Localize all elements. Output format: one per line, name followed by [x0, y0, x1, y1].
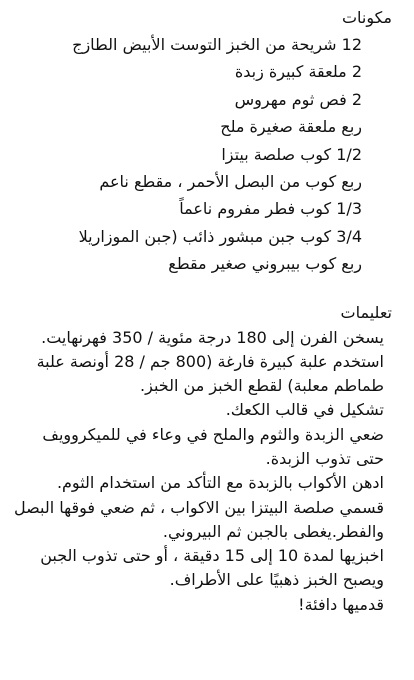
- instructions-title: تعليمات: [340, 302, 392, 322]
- instruction-step: اخبزيها لمدة 10 إلى 15 دقيقة ، أو حتى تذوب الجبن ويصبح الخبز ذهبيًا على الأطراف.: [40, 546, 384, 590]
- instruction-step: قسمي صلصة البيتزا بين الاكواب ، ثم ضعي فوقها البصل والفطر.يغطى بالجبن ثم البيروني.: [14, 497, 384, 541]
- ingredient-item: 3/4 كوب جبن مبشور ذائب (جبن الموزاريلا: [78, 226, 362, 246]
- ingredient-item: ربع ملعقة صغيرة ملح: [220, 117, 362, 137]
- instruction-step: تشكيل في قالب الكعك.: [225, 400, 384, 420]
- section-spacer: [12, 278, 392, 299]
- ingredient-item: 1/2 كوب صلصة بيتزا: [221, 144, 362, 164]
- instruction-step: ادهن الأكواب بالزبدة مع التأكد من استخدام الثوم.: [56, 473, 384, 493]
- ingredients-list: [12, 31, 392, 278]
- ingredient-item: 12 شريحة من الخبز التوست الأبيض الطازج: [72, 35, 362, 54]
- ingredient-item: 1/3 كوب فطر مفروم ناعماً: [179, 199, 362, 219]
- ingredients-title: مكونات: [341, 8, 392, 27]
- instruction-step: ضعي الزبدة والثوم والملح في وعاء في للميكروويف حتى تذوب الزبدة.: [42, 424, 384, 468]
- ingredient-item: ربع كوب من البصل الأحمر ، مقطع ناعم: [99, 171, 362, 191]
- instruction-step: قدميها دافئة!: [298, 594, 384, 614]
- ingredient-item: ربع كوب بيبروني صغير مقطع: [168, 254, 362, 274]
- ingredient-item: 2 ملعقة كبيرة زبدة: [234, 62, 362, 82]
- ingredient-item: 2 فص ثوم مهروس: [234, 89, 362, 109]
- instruction-step: استخدم علبة كبيرة فارغة (800 جم / 28 أونصة علبة طماطم معلبة) لقطع الخبز من الخبز.: [36, 351, 384, 396]
- instructions-list: [12, 326, 392, 618]
- instruction-step: يسخن الفرن إلى 180 درجة مئوية / 350 فهرنهايت.: [41, 327, 384, 347]
